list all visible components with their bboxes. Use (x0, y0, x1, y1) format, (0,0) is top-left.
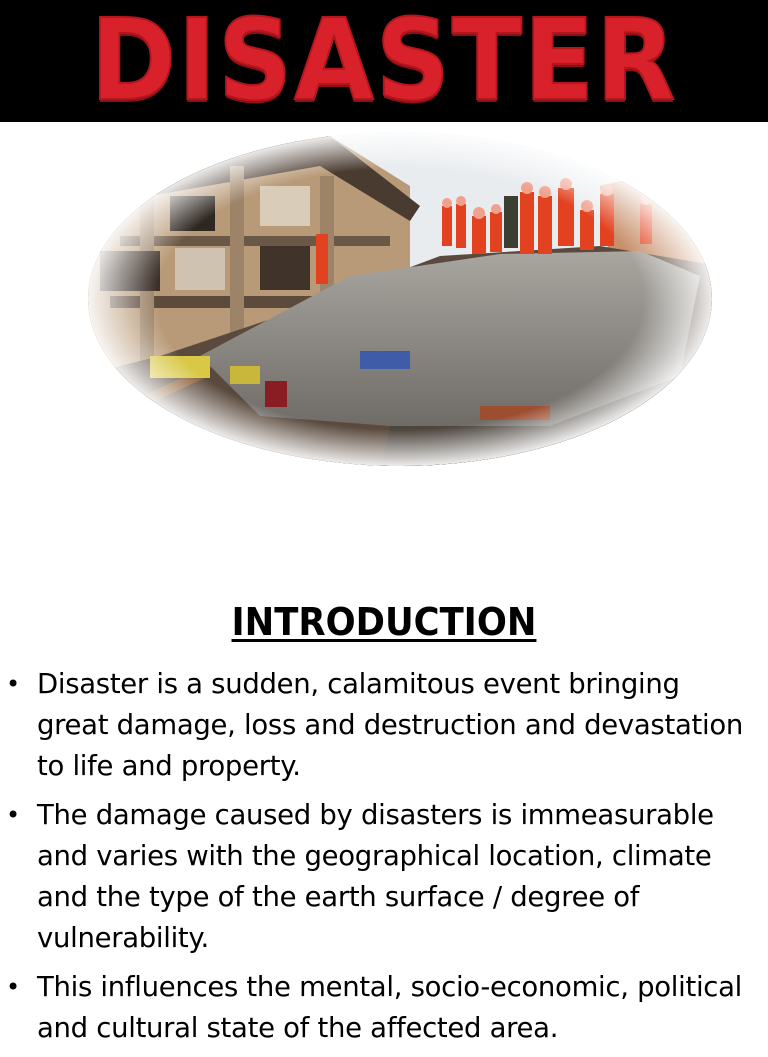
bullet-text: The damage caused by disasters is immeasurable and varies with the geographical location, climate and the type of the earth surface / degree of vulnerability. (37, 799, 714, 954)
collapsed-building-photo-icon (80, 126, 720, 472)
bullet-text: This influences the mental, socio-economic, political and cultural state of the affected area. (37, 971, 742, 1044)
slide-title: DISASTER (90, 0, 678, 126)
bullet-icon: • (6, 670, 20, 698)
section-heading: INTRODUCTION (231, 600, 537, 644)
disaster-photo (80, 126, 720, 472)
list-item (0, 967, 768, 1049)
bullet-icon: • (6, 973, 20, 1001)
bullet-text: Disaster is a sudden, calamitous event bringing great damage, loss and destruction and devastation to life and property. (37, 668, 743, 782)
list-item (0, 795, 768, 959)
title-banner (0, 0, 768, 126)
bullet-icon: • (6, 801, 20, 829)
list-item (0, 664, 768, 787)
bullet-list (0, 664, 768, 1057)
